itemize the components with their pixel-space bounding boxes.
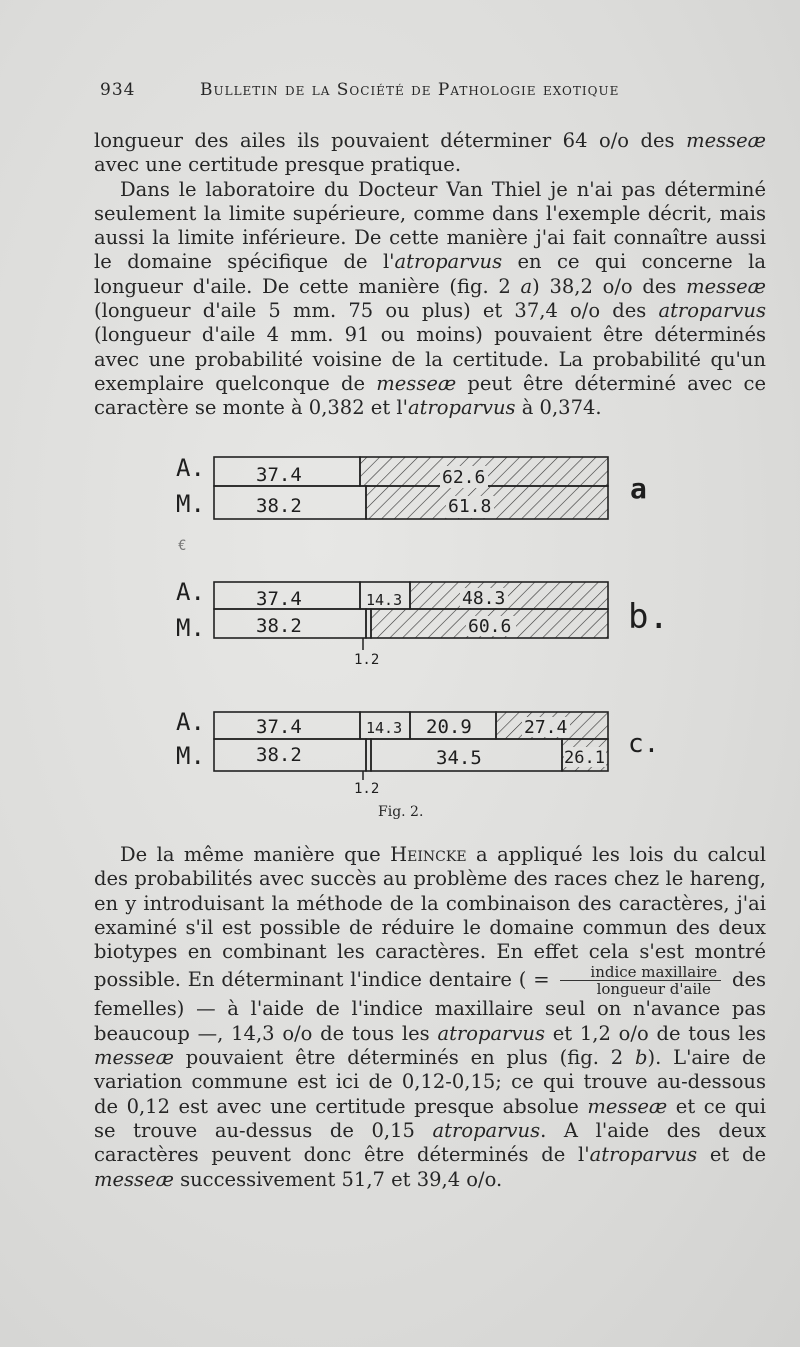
value-c-a1: 37.4 xyxy=(256,716,302,738)
page-number: 934 xyxy=(100,80,136,100)
row-label-a: A. xyxy=(176,454,205,482)
panel-label-a: a xyxy=(630,472,647,505)
value-a-a1: 37.4 xyxy=(256,464,302,486)
paragraph-laboratory: Dans le laboratoire du Docteur Van Thiel je n'ai pas déterminé seulement la limite supérieure, comme dans l'exemple décrit, mais aussi la limite inférieure. De cette manière j'ai fait connaître aussi le domaine spécifique de l'atroparvus en ce qui concerne la longueur d'aile. De cette manière (fig. 2 a) 38,2 o/o des messeæ (longueur d'aile 5 mm. 75 ou plus) et 37,4 o/o des atroparvus (longueur d'aile 4 mm. 91 ou moins) pouvaient être déterminés avec une probabilité voisine de la certitude. La probabilité qu'un exemplaire quelconque de messeæ peut être déterminé avec ce caractère se monte à 0,382 et l'atroparvus à 0,374. xyxy=(94,177,767,420)
value-b-m1: 38.2 xyxy=(256,615,302,637)
paragraph-continued: longueur des ailes ils pouvaient déterminer 64 o/o des messeæ avec une certitude presque pratique. xyxy=(94,129,766,177)
value-a-m2: 61.8 xyxy=(448,496,492,517)
running-title: Bulletin de la Société de Pathologie exotique xyxy=(200,80,620,100)
value-c-m2: 34.5 xyxy=(436,747,482,769)
figure-caption: Fig. 2. xyxy=(378,804,424,820)
value-b-a2: 14.3 xyxy=(366,591,403,609)
row-label-m-c: M. xyxy=(176,742,205,770)
body-text-top xyxy=(94,129,766,421)
value-c-m1: 38.2 xyxy=(256,744,302,766)
value-c-a2: 14.3 xyxy=(366,719,403,737)
value-b-below: 1.2 xyxy=(354,652,380,668)
value-b-a1: 37.4 xyxy=(256,588,302,610)
value-c-a3: 20.9 xyxy=(426,716,472,738)
panel-label-c: c. xyxy=(628,729,660,759)
value-c-m3: 26.1 xyxy=(564,748,605,768)
value-c-below: 1.2 xyxy=(354,781,380,795)
value-b-m2: 60.6 xyxy=(468,616,512,637)
value-b-a3: 48.3 xyxy=(462,588,506,609)
panel-label-b: b. xyxy=(628,597,669,637)
fraction-indice-dentaire: $\frac{\text{indice maxillaire}}{\text{longueur d'aile}}$ xyxy=(560,964,721,997)
bar-b-a3 xyxy=(410,582,608,609)
row-label-m: M. xyxy=(176,490,205,518)
value-a-a2: 62.6 xyxy=(442,467,486,488)
value-c-a4: 27.4 xyxy=(524,717,568,738)
figure-2 xyxy=(170,450,680,795)
paragraph-heincke: De la même manière que Heincke a appliqué les lois du calcul des probabilités avec succès au problème des races chez le hareng, en y introduisant la méthode de la combinaison des caractères, j'ai examiné s'il est possible de réduire le domaine commun des deux biotypes en combinant les caractères. En effet cela s'est montré possible. En déterminant l'indice dentaire ( = $\frac{\text{indice maxillaire}}{\text{longueur d'aile}}$ des femelles) — à l'aide de l'indice maxillaire seul on n'avance pas beaucoup —, 14,3 o/o de tous les atroparvus et 1,2 o/o de tous les messeæ pouvaient être déterminés en plus (fig. 2 b). L'aire de variation commune est ici de 0,12-0,15; ce qui trouve au-dessous de 0,12 est avec une certitude presque absolue messeæ et ce qui se trouve au-dessus de 0,15 atroparvus. A l'aide des deux caractères peuvent donc être déterminés de l'atroparvus et de messeæ successivement 51,7 et 39,4 o/o. xyxy=(94,843,767,1191)
row-label-a-b: A. xyxy=(176,578,205,606)
body-text-bottom xyxy=(94,843,766,1192)
stray-mark: € xyxy=(178,538,187,554)
value-a-m1: 38.2 xyxy=(256,495,302,517)
row-label-a-c: A. xyxy=(176,708,205,736)
row-label-m-b: M. xyxy=(176,614,205,642)
